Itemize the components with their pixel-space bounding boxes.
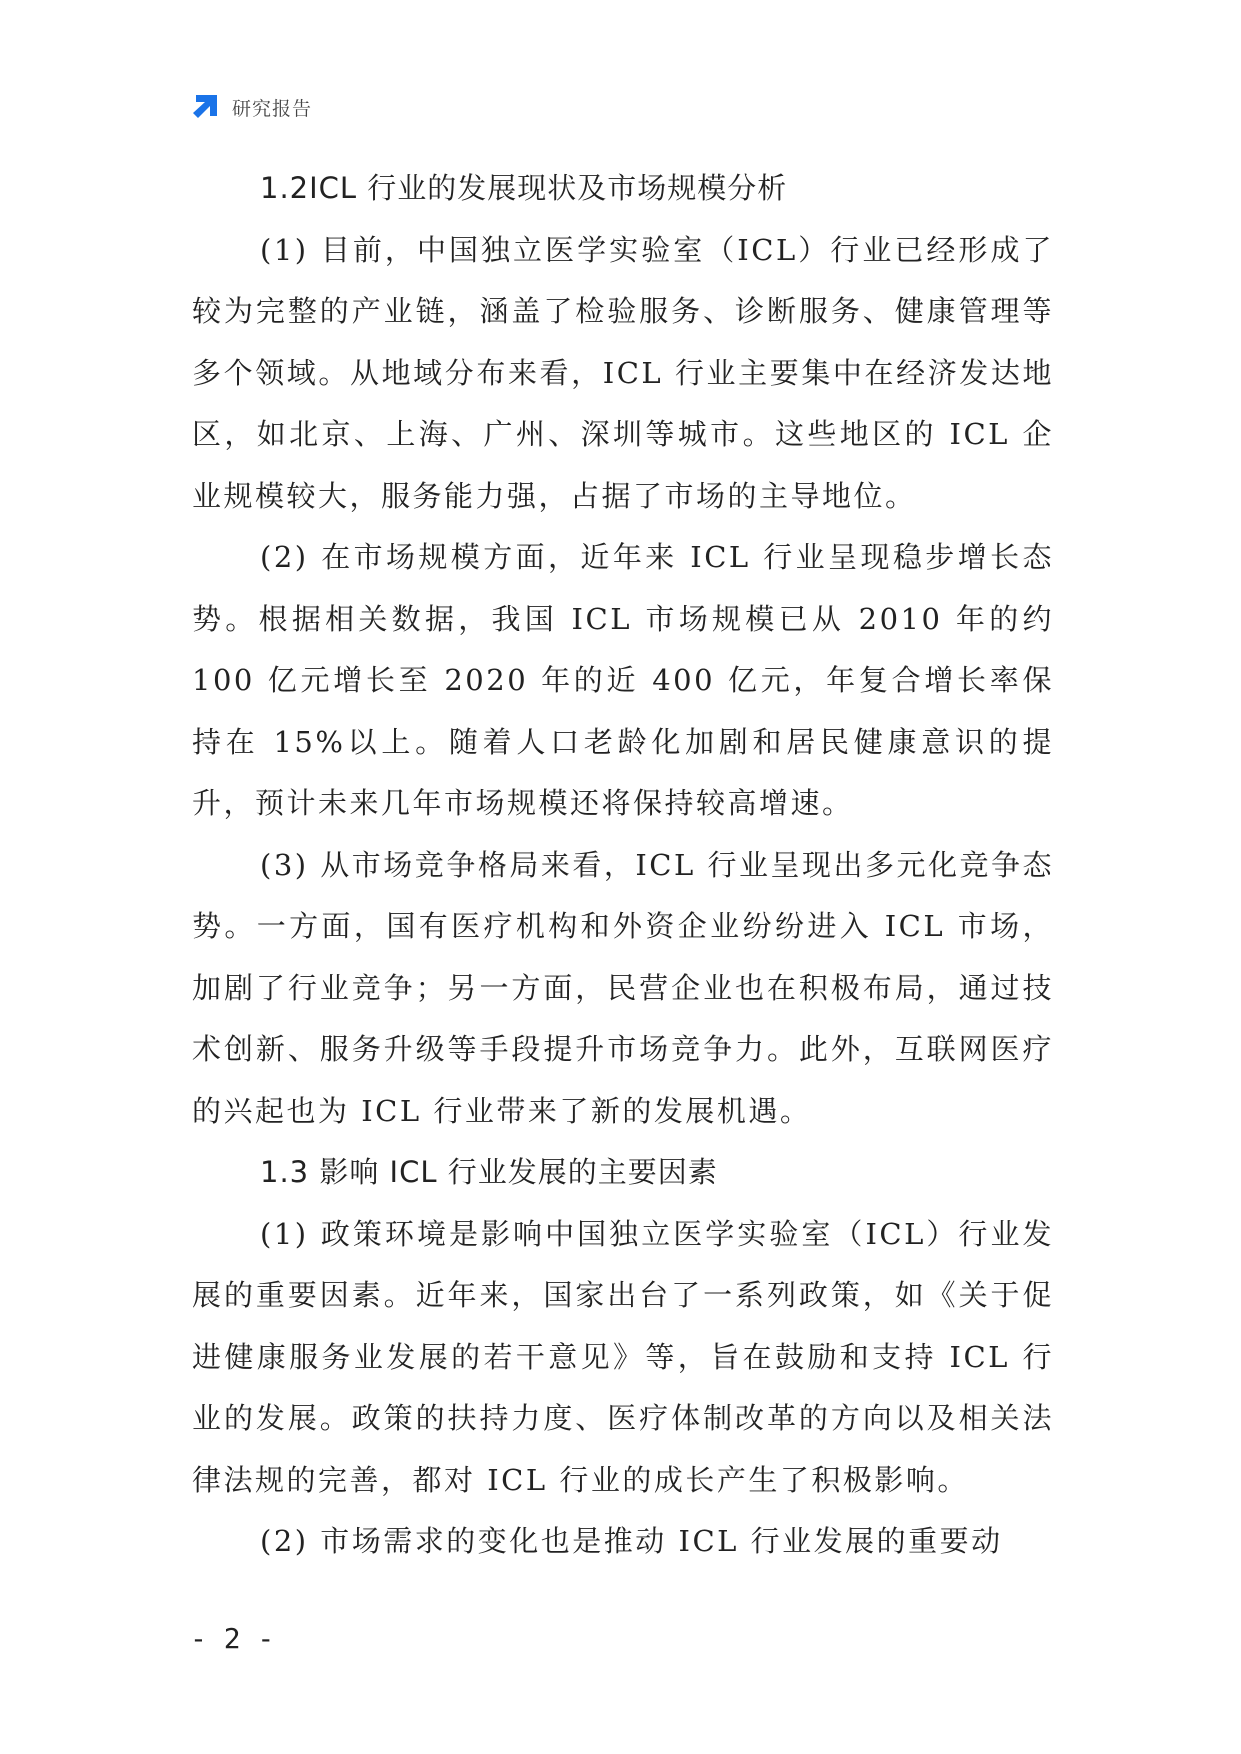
paragraph: (1) 政策环境是影响中国独立医学实验室（ICL）行业发展的重要因素。近年来，国家出台了一系列政策，如《关于促进健康服务业发展的若干意见》等，旨在鼓励和支持 ICL 行业的发展。政策的扶持力度、医疗体制改革的方向以及相关法律法规的完善，都对 ICL 行业的成长产生了积极影响。 xyxy=(192,1216,1054,1497)
page-header xyxy=(190,90,312,124)
paragraph: (2) 市场需求的变化也是推动 ICL 行业发展的重要动 xyxy=(260,1524,1003,1558)
header-title: 研究报告 xyxy=(232,97,313,120)
page-number: - 2 - xyxy=(190,1622,275,1655)
paragraph: (1) 目前，中国独立医学实验室（ICL）行业已经形成了较为完整的产业链，涵盖了检验服务、诊断服务、健康管理等多个领域。从地域分布来看，ICL 行业主要集中在经济发达地区，如北京、上海、广州、深圳等城市。这些地区的 ICL 企业规模较大，服务能力强，占据了市场的主导地位。 xyxy=(192,232,1054,513)
section-heading: 1.3 影响 ICL 行业发展的主要因素 xyxy=(260,1155,718,1189)
paragraph: (2) 在市场规模方面，近年来 ICL 行业呈现稳步增长态势。根据相关数据，我国 ICL 市场规模已从 2010 年的约 100 亿元增长至 2020 年的近 400 亿元，年复合增长率保持在 15%以上。随着人口老龄化加剧和居民健康意识的提升，预计未来几年市场规模还将保持较高增速。 xyxy=(192,540,1054,820)
document-body xyxy=(192,158,1054,1573)
logo-arrow-icon xyxy=(190,92,220,122)
section-heading: 1.2ICL 行业的发展现状及市场规模分析 xyxy=(260,171,788,205)
paragraph: (3) 从市场竞争格局来看，ICL 行业呈现出多元化竞争态势。一方面，国有医疗机构和外资企业纷纷进入 ICL 市场，加剧了行业竞争；另一方面，民营企业也在积极布局，通过技术创新、服务升级等手段提升市场竞争力。此外，互联网医疗的兴起也为 ICL 行业带来了新的发展机遇。 xyxy=(192,847,1054,1128)
